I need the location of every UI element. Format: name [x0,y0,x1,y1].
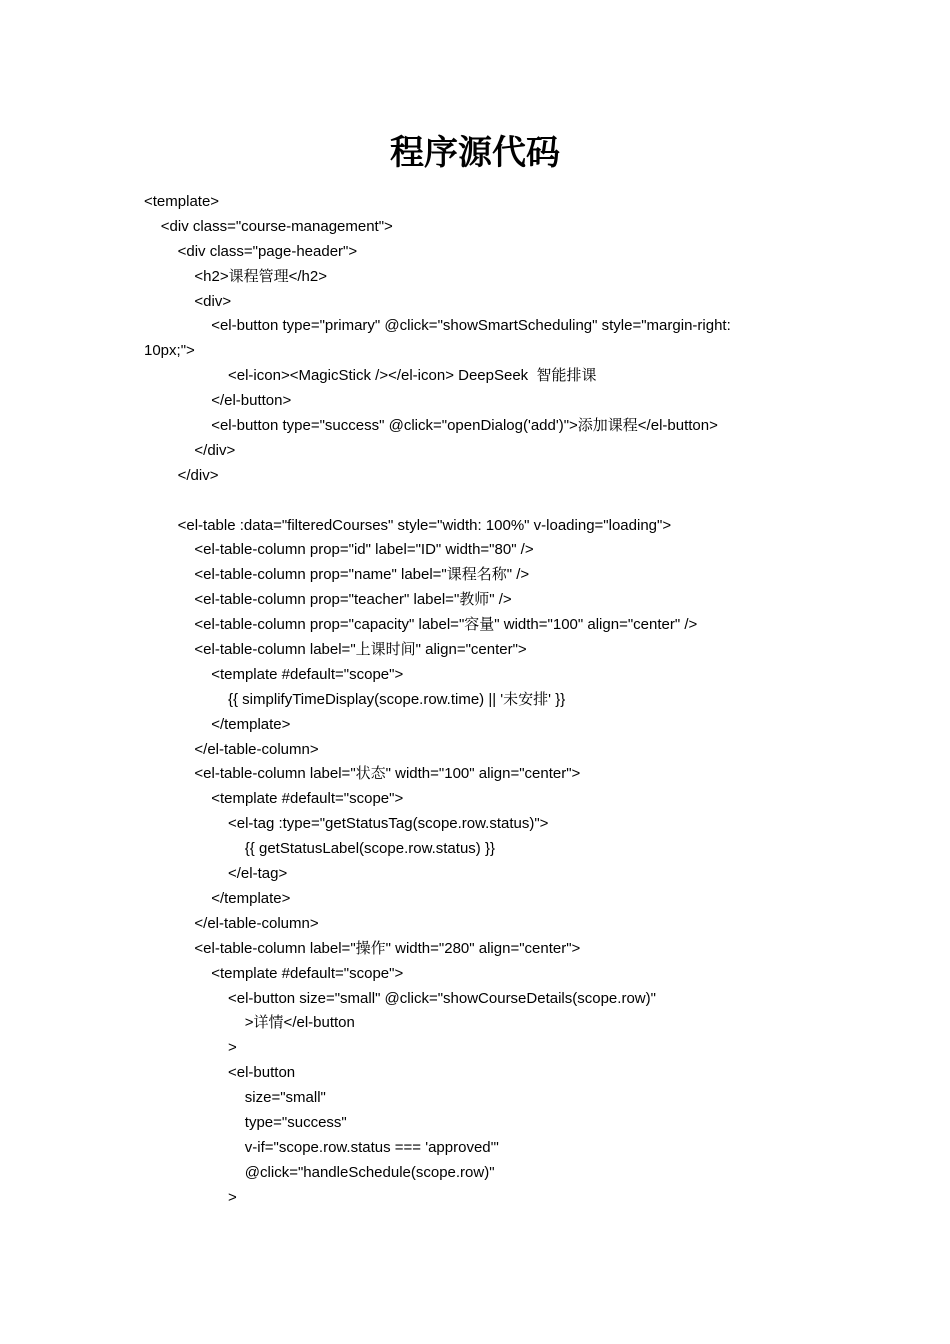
code-line: <el-icon><MagicStick /></el-icon> DeepSeek 智能排课 [228,367,597,385]
code-line: <el-table-column prop="name" label="课程名称" /> [194,566,530,584]
code-block [144,190,784,1211]
code-line: 10px;"> [144,342,195,360]
code-line: </div> [194,441,236,459]
code-line: <el-table-column label="状态" width="100" align="center"> [194,765,581,783]
code-line: > [228,1188,237,1206]
code-line: <div> [194,292,232,310]
code-line: <el-table-column prop="teacher" label="教师" /> [194,591,512,609]
code-line: <el-table-column prop="id" label="ID" width="80" /> [194,541,534,559]
code-line: </el-table-column> [194,914,319,932]
code-line: >详情</el-button [244,1014,355,1032]
code-line: <div class="page-header"> [177,242,358,260]
code-line: <el-button type="success" @click="openDialog('add')">添加课程</el-button> [211,417,718,435]
code-line: @click="handleSchedule(scope.row)" [244,1163,495,1181]
code-line: <el-table-column prop="capacity" label="容量" width="100" align="center" /> [194,616,698,634]
code-line [144,489,784,514]
code-line: > [228,1039,237,1057]
code-line: <template #default="scope"> [211,665,404,683]
page-title: 程序源代码 [390,133,560,173]
code-line: <template #default="scope"> [211,790,404,808]
code-line: </template> [211,715,291,733]
code-line: </template> [211,889,291,907]
code-line: <h2>课程管理</h2> [194,267,327,285]
code-line: <el-table :data="filteredCourses" style="width: 100%" v-loading="loading"> [177,516,672,534]
code-line: </div> [177,466,219,484]
code-line: type="success" [244,1113,347,1131]
code-line: <div class="course-management"> [160,217,393,235]
code-line: v-if="scope.row.status === 'approved'" [244,1138,499,1156]
code-line: <el-table-column label="操作" width="280" align="center"> [194,939,581,957]
code-line: <template> [144,193,220,210]
code-line: <el-button type="primary" @click="showSmartScheduling" style="margin-right: [211,317,731,335]
code-line: </el-tag> [228,865,288,883]
code-line: </el-table-column> [194,740,319,758]
code-line: <el-tag :type="getStatusTag(scope.row.status)"> [228,815,549,833]
code-line: <template #default="scope"> [211,964,404,982]
code-line: <el-table-column label="上课时间" align="center"> [194,641,527,659]
code-line: </el-button> [211,392,292,410]
code-line: <el-button [228,1064,296,1082]
code-line: {{ getStatusLabel(scope.row.status) }} [244,840,495,858]
code-line: size="small" [244,1089,326,1107]
code-line: {{ simplifyTimeDisplay(scope.row.time) || '未安排' }} [228,690,566,708]
code-line: <el-button size="small" @click="showCourseDetails(scope.row)" [228,989,656,1007]
